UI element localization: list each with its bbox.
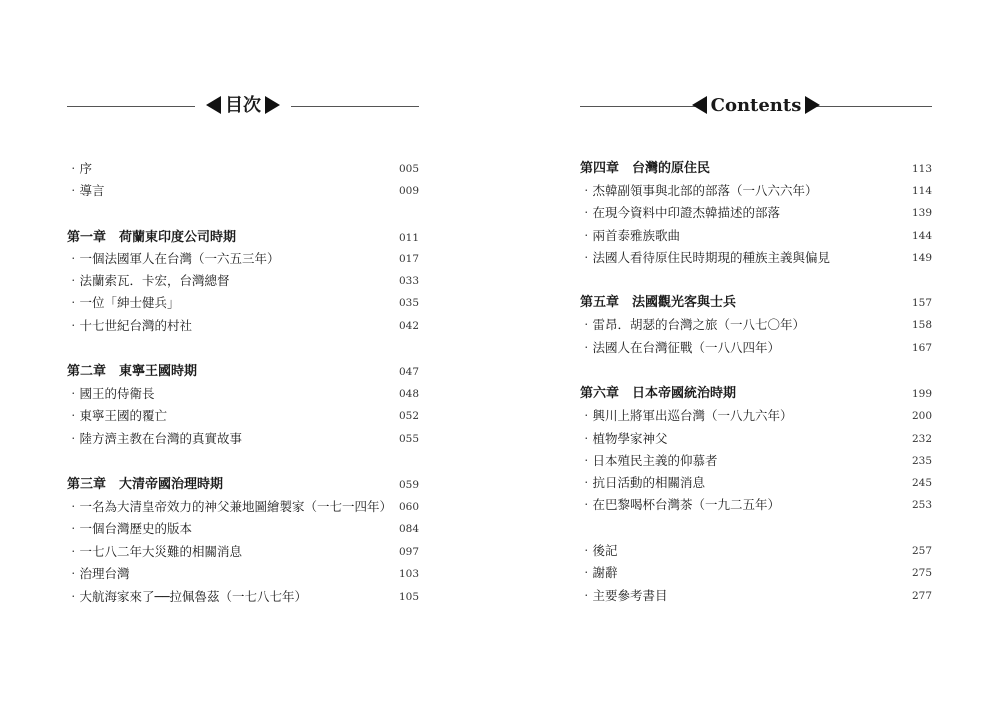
right-arrow-icon: [805, 96, 820, 114]
entry-title: ‧一個台灣歷史的版本: [67, 521, 193, 536]
toc-chapter-row: [580, 292, 932, 314]
entry-title: ‧法國人看待原住民時期現的種族主義與偏見: [580, 250, 831, 265]
page-number: 167: [911, 342, 932, 354]
toc-entry-row: [67, 248, 419, 270]
page-number: 157: [911, 297, 932, 309]
toc-entry-row: [67, 541, 419, 563]
toc-entry-row: [580, 225, 932, 247]
toc-entry-row: [67, 158, 419, 180]
toc-entry-row: [67, 180, 419, 202]
entry-title: ‧雷昂．胡瑟的台灣之旅（一八七〇年）: [580, 317, 806, 332]
page-number: 047: [398, 366, 419, 378]
page-number: 009: [398, 185, 419, 197]
page-number: 060: [398, 501, 419, 513]
entry-title: ‧法國人在台灣征戰（一八八四年）: [580, 340, 781, 355]
entry-title: ‧東寧王國的覆亡: [67, 408, 168, 423]
page-number: 232: [911, 433, 932, 445]
toc-entry-row: [580, 585, 932, 607]
page-number: 042: [398, 320, 419, 332]
toc-title: 目次: [225, 95, 261, 116]
entry-title: ‧在巴黎喝杯台灣茶（一九二五年）: [580, 497, 781, 512]
entry-title: ‧在現今資料中印證杰韓描述的部落: [580, 205, 781, 220]
entry-title: ‧兩首泰雅族歌曲: [580, 228, 681, 243]
toc-entry-row: [580, 450, 932, 472]
toc-heading-left: [67, 94, 419, 118]
entry-title: ‧主要參考書目: [580, 588, 668, 603]
entry-title: ‧後記: [580, 543, 618, 558]
toc-entry-row: [580, 540, 932, 562]
chapter-title: 第一章 荷蘭東印度公司時期: [67, 230, 237, 245]
page-number: 103: [398, 568, 419, 580]
toc-chapter-row: [67, 227, 419, 249]
page-number: 114: [911, 185, 932, 197]
entry-title: ‧謝辭: [580, 565, 618, 580]
page-number: 253: [911, 499, 932, 511]
toc-chapter-row: [580, 383, 932, 405]
entry-title: ‧法蘭索瓦．卡宏，台灣總督: [67, 273, 230, 288]
page-number: 059: [398, 479, 419, 491]
page-number: 199: [911, 388, 932, 400]
page-number: 275: [911, 567, 932, 579]
entry-title: ‧序: [67, 161, 93, 176]
toc-entry-row: [67, 315, 419, 337]
entry-title: ‧抗日活動的相關消息: [580, 475, 706, 490]
toc-entry-row: [580, 314, 932, 336]
toc-entry-row: [67, 518, 419, 540]
entry-title: ‧導言: [67, 183, 105, 198]
chapter-title: 第二章 東寧王國時期: [67, 364, 198, 379]
toc-entry-row: [580, 337, 932, 359]
toc-chapter-row: [67, 474, 419, 496]
page-number: 235: [911, 455, 932, 467]
toc-entry-row: [67, 292, 419, 314]
toc-entry-row: [580, 494, 932, 516]
toc-heading-right: [580, 94, 932, 118]
entry-title: ‧杰韓副領事與北部的部落（一八六六年）: [580, 183, 818, 198]
entry-title: ‧治理台灣: [67, 566, 130, 581]
page-number: 158: [911, 319, 932, 331]
toc-entry-row: [67, 428, 419, 450]
toc-entry-row: [580, 428, 932, 450]
toc-entry-row: [580, 180, 932, 202]
page-number: 257: [911, 545, 932, 557]
page-number: 139: [911, 207, 932, 219]
page-number: 149: [911, 252, 932, 264]
toc-entry-row: [67, 270, 419, 292]
entry-title: ‧日本殖民主義的仰慕者: [580, 453, 718, 468]
page-number: 084: [398, 523, 419, 535]
toc-entry-row: [580, 247, 932, 269]
page-number: 011: [398, 232, 419, 244]
entry-title: ‧一七八二年大災難的相關消息: [67, 544, 243, 559]
chapter-title: 第四章 台灣的原住民: [580, 161, 711, 176]
toc-chapter-row: [580, 158, 932, 180]
entry-title: ‧興川上將軍出巡台灣（一八九六年）: [580, 408, 793, 423]
entry-title: ‧一個法國軍人在台灣（一六五三年）: [67, 251, 280, 266]
toc-entry-row: [67, 586, 419, 608]
entry-title: ‧陸方濟主教在台灣的真實故事: [67, 431, 243, 446]
right-arrow-icon: [265, 96, 280, 114]
page-number: 033: [398, 275, 419, 287]
toc-entry-row: [67, 405, 419, 427]
page-number: 005: [398, 163, 419, 175]
page-number: 200: [911, 410, 932, 422]
left-arrow-icon: [206, 96, 221, 114]
left-arrow-icon: [692, 96, 707, 114]
chapter-title: 第三章 大清帝國治理時期: [67, 477, 224, 492]
entry-title: ‧十七世紀台灣的村社: [67, 318, 193, 333]
page-number: 277: [911, 590, 932, 602]
page-number: 017: [398, 253, 419, 265]
page-number: 097: [398, 546, 419, 558]
chapter-title: 第五章 法國觀光客與士兵: [580, 295, 737, 310]
toc-entry-row: [580, 202, 932, 224]
entry-title: ‧大航海家來了──拉佩魯茲（一七八七年）: [67, 589, 308, 604]
toc-entry-row: [67, 496, 419, 518]
toc-entry-row: [67, 563, 419, 585]
page-number: 055: [398, 433, 419, 445]
entry-title: ‧一位「紳士健兵」: [67, 295, 180, 310]
toc-entry-row: [67, 383, 419, 405]
toc-entry-row: [580, 405, 932, 427]
page-number: 245: [911, 477, 932, 489]
toc-entry-row: [580, 472, 932, 494]
page-number: 035: [398, 297, 419, 309]
entry-title: ‧一名為大清皇帝效力的神父兼地圖繪製家（一七一四年）: [67, 499, 393, 514]
page-number: 052: [398, 410, 419, 422]
entry-title: ‧植物學家神父: [580, 431, 668, 446]
toc-entry-row: [580, 562, 932, 584]
toc-chapter-row: [67, 361, 419, 383]
page-number: 048: [398, 388, 419, 400]
page-number: 144: [911, 230, 932, 242]
entry-title: ‧國王的侍衛長: [67, 386, 155, 401]
page-number: 105: [398, 591, 419, 603]
contents-title: Contents: [710, 95, 802, 116]
chapter-title: 第六章 日本帝國統治時期: [580, 386, 737, 401]
page-number: 113: [911, 163, 932, 175]
